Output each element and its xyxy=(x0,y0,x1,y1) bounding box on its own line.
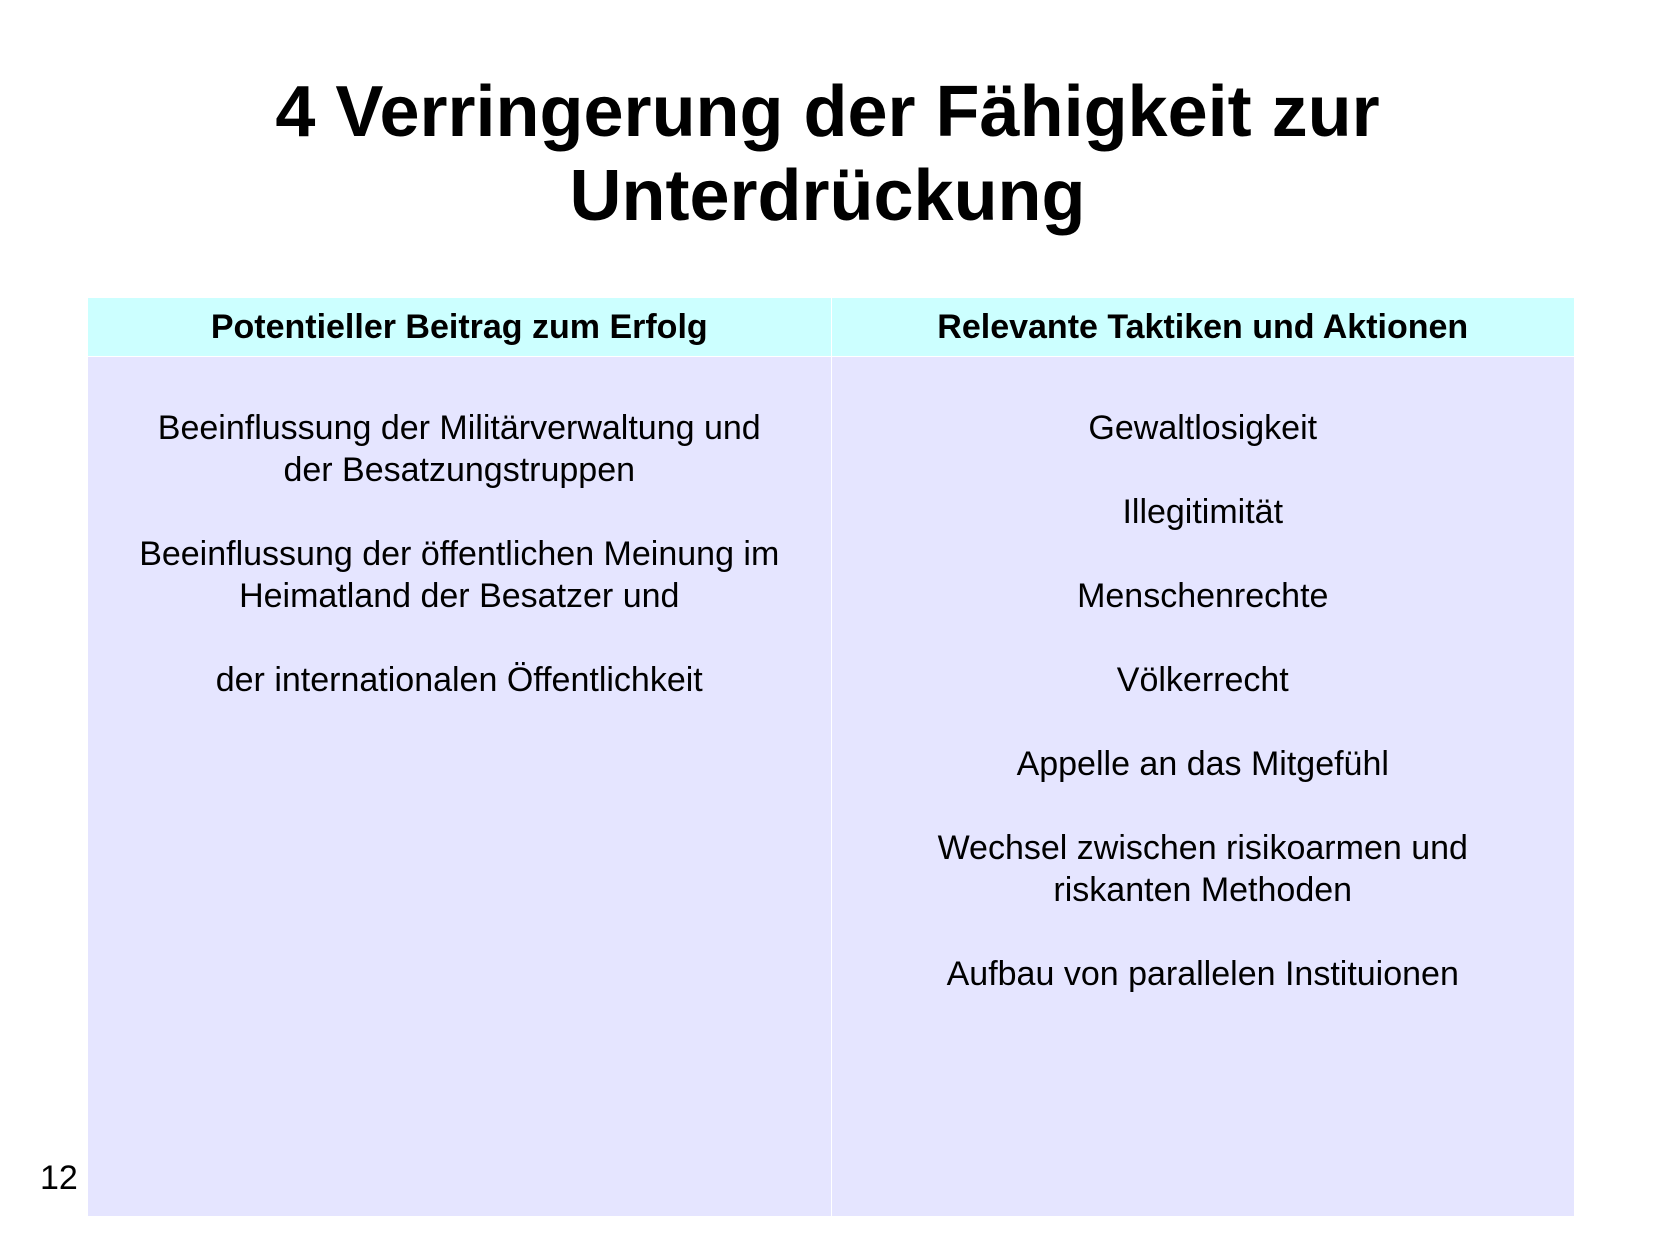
tactic-7 xyxy=(842,953,1565,995)
page-number: 12 xyxy=(40,1159,78,1197)
slide-title xyxy=(0,70,1655,238)
slide-title-line-2: Unterdrückung xyxy=(569,156,1086,236)
tactic-1 xyxy=(842,407,1565,449)
header-relevant-tactics: Relevante Taktiken und Aktionen xyxy=(831,298,1574,357)
cell-contributions xyxy=(88,357,831,1217)
contribution-paragraph-3 xyxy=(98,659,821,701)
tactic-7-line-1: Aufbau von parallelen Instituionen xyxy=(946,955,1459,993)
content-table xyxy=(88,298,1574,1216)
header-potential-contribution: Potentieller Beitrag zum Erfolg xyxy=(88,298,831,357)
tactic-4-line-1: Völkerrecht xyxy=(1116,661,1289,699)
table-body-row xyxy=(88,357,1574,1217)
contribution-paragraph-1 xyxy=(98,407,821,491)
contribution-1-line-2: der Besatzungstruppen xyxy=(283,451,636,489)
tactic-3 xyxy=(842,575,1565,617)
tactic-5-line-1: Appelle an das Mitgefühl xyxy=(1016,745,1389,783)
tactic-6-line-2: riskanten Methoden xyxy=(1053,871,1353,909)
contribution-2-line-1: Beeinflussung der öffentlichen Meinung im xyxy=(139,535,780,573)
tactic-6 xyxy=(842,827,1565,911)
cell-tactics xyxy=(831,357,1574,1217)
contribution-1-line-1: Beeinflussung der Militärverwaltung und xyxy=(157,409,761,447)
tactic-4 xyxy=(842,659,1565,701)
tactic-1-line-1: Gewaltlosigkeit xyxy=(1088,409,1318,447)
contribution-3-line-1: der internationalen Öffentlichkeit xyxy=(215,661,703,699)
tactic-2 xyxy=(842,491,1565,533)
tactic-6-line-1: Wechsel zwischen risikoarmen und xyxy=(937,829,1468,867)
contribution-2-line-2: Heimatland der Besatzer und xyxy=(239,577,680,615)
contribution-paragraph-2 xyxy=(98,533,821,617)
slide-title-line-1: 4 Verringerung der Fähigkeit zur xyxy=(275,72,1380,152)
tactic-3-line-1: Menschenrechte xyxy=(1077,577,1329,615)
tactic-2-line-1: Illegitimität xyxy=(1122,493,1284,531)
table-header-row xyxy=(88,298,1574,357)
tactic-5 xyxy=(842,743,1565,785)
